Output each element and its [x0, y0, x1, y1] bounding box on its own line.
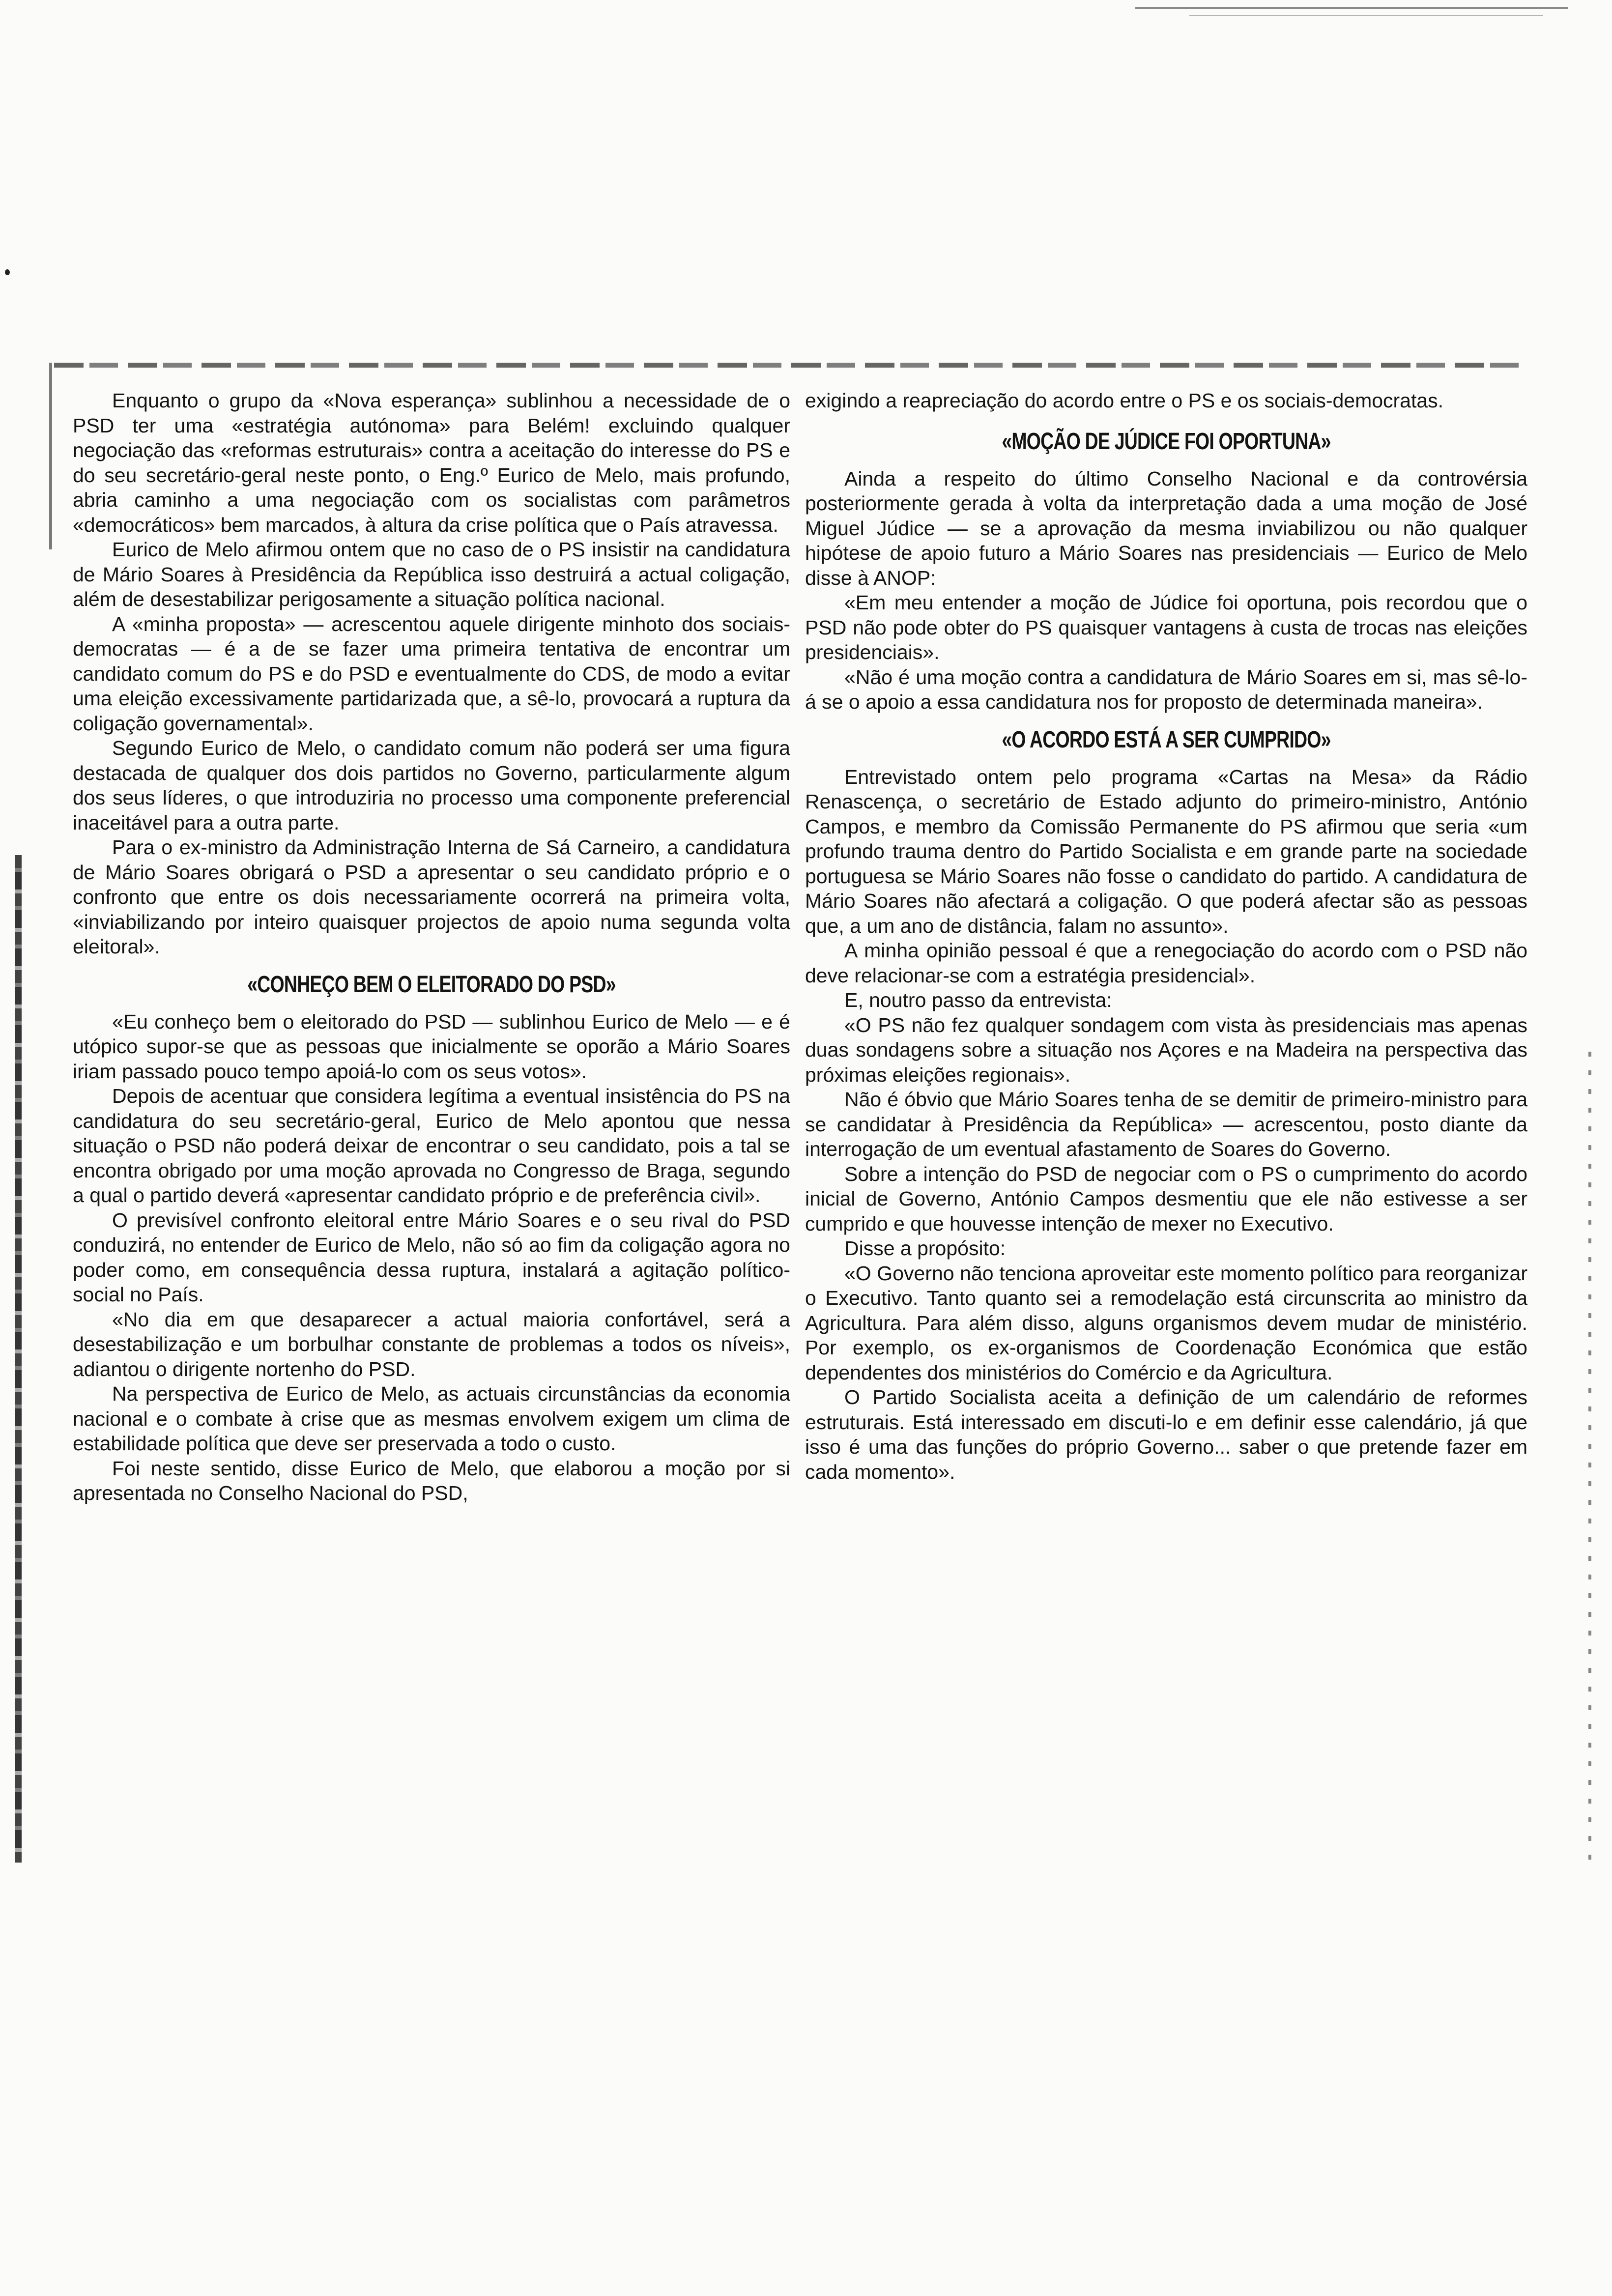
paragraph: E, noutro passo da entrevista: — [844, 989, 1112, 1011]
scan-speck — [5, 269, 10, 275]
section-heading: «MOÇÃO DE JÚDICE FOI OPORTUNA» — [1002, 428, 1331, 455]
paragraph: Depois de acentuar que considera legítima a eventual insistência do PS na candidatura do seu secretário-geral, Eurico de Melo apontou que nessa situação o PSD não poderá deixar de encontrar o seu candidato, pois a tal se encontra obrigado por uma moção aprovada no Congresso de Braga, segundo a qual o partido deverá «apresentar candidato próprio e de preferência civil». — [73, 1085, 790, 1206]
paragraph: A «minha proposta» — acrescentou aquele dirigente minhoto dos sociais-democratas — é a de se fazer uma primeira tentativa de encontrar um candidato comum do PS e do PSD e eventualmente do CDS, de modo a evitar uma eleição excessivamente partidarizada que, a sê-lo, provocará a ruptura da coligação governamental». — [73, 612, 790, 735]
paragraph: Sobre a intenção do PSD de negociar com o PS o cumprimento do acordo inicial de Governo, António Campos desmentiu que ele não estivesse a ser cumprido e que houvesse intenção de mexer no Executivo. — [805, 1162, 1527, 1235]
paragraph: Entrevistado ontem pelo programa «Cartas na Mesa» da Rádio Renascença, o secretário de Estado adjunto do primeiro-ministro, António Campos, e membro da Comissão Permanente do PS afirmou que seria «um profundo trauma dentro do Partido Socialista e em grande parte na sociedade portuguesa se Mário Soares não fosse o candidato do partido. A candidatura de Mário Soares não afectará a coligação. O que poderá afectar são as pessoas que, a um ano de distância, falam no assunto». — [805, 765, 1527, 937]
paragraph: «O Governo não tenciona aproveitar este momento político para reorganizar o Executivo. Tanto quanto sei a remodelação está circunscrita ao ministro da Agricultura. Para além disso, alguns organismos devem mudar de ministério. Por exemplo, os ex-organismos de Coordenação Económica que estão dependentes dos ministérios do Comércio e da Agricultura. — [805, 1262, 1527, 1384]
paragraph: Eurico de Melo afirmou ontem que no caso de o PS insistir na candidatura de Mário Soares à Presidência da República isso destruirá a actual coligação, além de desestabilizar perigosamente a situação política nacional. — [73, 538, 790, 610]
right-margin-dots — [1588, 1052, 1591, 1863]
top-edge-rule — [1135, 7, 1568, 9]
paragraph: «Eu conheço bem o eleitorado do PSD — sublinhou Eurico de Melo — e é utópico supor-se que as pessoas que inicialmente se oporão a Mário Soares iriam passado pouco tempo apoiá-lo com os seus votos». — [73, 1010, 790, 1083]
article-left-column — [73, 388, 790, 1506]
paragraph: A minha opinião pessoal é que a renegociação do acordo com o PSD não deve relacionar-se com a estratégia presidencial». — [805, 939, 1527, 987]
paragraph: Segundo Eurico de Melo, o candidato comum não poderá ser uma figura destacada de qualquer dos dois partidos no Governo, particularmente algum dos seus líderes, o que introduziria no processo uma componente preferencial inaceitável para a outra parte. — [73, 737, 790, 834]
paragraph: «Em meu entender a moção de Júdice foi oportuna, pois recordou que o PSD não pode obter do PS quaisquer vantagens à custa de trocas nas eleições presidenciais». — [805, 591, 1527, 663]
clipping-left-border — [49, 363, 52, 549]
paragraph: O previsível confronto eleitoral entre Mário Soares e o seu rival do PSD conduzirá, no entender de Eurico de Melo, não só ao fim da coligação agora no poder como, em consequência dessa ruptura, instalará a agitação político-social no País. — [73, 1208, 790, 1306]
paragraph: «O PS não fez qualquer sondagem com vista às presidenciais mas apenas duas sondagens sobre a situação nos Açores e na Madeira na perspectiva das próximas eleições regionais». — [805, 1013, 1527, 1086]
top-edge-rule-secondary — [1189, 15, 1543, 16]
clipping-top-border — [54, 363, 1524, 368]
paragraph: «Não é uma moção contra a candidatura de Mário Soares em si, mas sê-lo-á se o apoio a essa candidatura nos for proposto de determinada maneira». — [805, 665, 1527, 713]
paragraph: O Partido Socialista aceita a definição de um calendário de reformes estruturais. Está interessado em discuti-lo e em definir esse calendário, já que isso é uma das funções do próprio Governo... saber o que pretende fazer em cada momento». — [805, 1386, 1527, 1483]
article-right-column — [805, 388, 1527, 1484]
paragraph: Na perspectiva de Eurico de Melo, as actuais circunstâncias da economia nacional e o combate à crise que as mesmas envolvem exigem um clima de estabilidade política que deve ser preservada a todo o custo. — [73, 1382, 790, 1455]
paragraph: Ainda a respeito do último Conselho Nacional e da controvérsia posteriormente gerada à volta da interpretação dada a uma moção de José Miguel Júdice — se a aprovação da mesma inviabilizou ou não qualquer hipótese de apoio futuro a Mário Soares nas presidenciais — Eurico de Melo disse à ANOP: — [805, 467, 1527, 589]
paragraph: Enquanto o grupo da «Nova esperança» sublinhou a necessidade de o PSD ter uma «estratégia autónoma» para Belém! excluindo qualquer negociação das «reformas estruturais» contra a aceitação do interesse do PS e do seu secretário-geral neste ponto, o Eng.º Eurico de Melo, mais profundo, abria caminho a uma negociação com os socialistas com parâmetros «democráticos» bem marcados, à altura da crise política que o País atravessa. — [73, 389, 790, 536]
paragraph: «No dia em que desaparecer a actual maioria confortável, será a desestabilização e um borbulhar constante de problemas a todos os níveis», adiantou o dirigente nortenho do PSD. — [73, 1308, 790, 1380]
section-heading: «CONHEÇO BEM O ELEITORADO DO PSD» — [247, 971, 616, 998]
section-heading: «O ACORDO ESTÁ A SER CUMPRIDO» — [1002, 726, 1331, 753]
paragraph: Não é óbvio que Mário Soares tenha de se demitir de primeiro-ministro para se candidatar à Presidência da República» — acrescentou, posto diante da interrogação de um eventual afastamento de Soares do Governo. — [805, 1088, 1527, 1160]
left-margin-scan-strip — [15, 855, 22, 1863]
paragraph: Disse a propósito: — [844, 1237, 1006, 1260]
paragraph-continuation: exigindo a reapreciação do acordo entre o PS e os sociais-democratas. — [805, 389, 1444, 412]
paragraph: Para o ex-ministro da Administração Interna de Sá Carneiro, a candidatura de Mário Soares obrigará o PSD a apresentar o seu candidato próprio e o confronto que entre os dois necessariamente ocorrerá na primeira volta, «inviabilizando por inteiro quaisquer projectos de apoio numa segunda volta eleitoral». — [73, 836, 790, 958]
paragraph: Foi neste sentido, disse Eurico de Melo, que elaborou a moção por si apresentada no Conselho Nacional do PSD, — [73, 1457, 790, 1504]
